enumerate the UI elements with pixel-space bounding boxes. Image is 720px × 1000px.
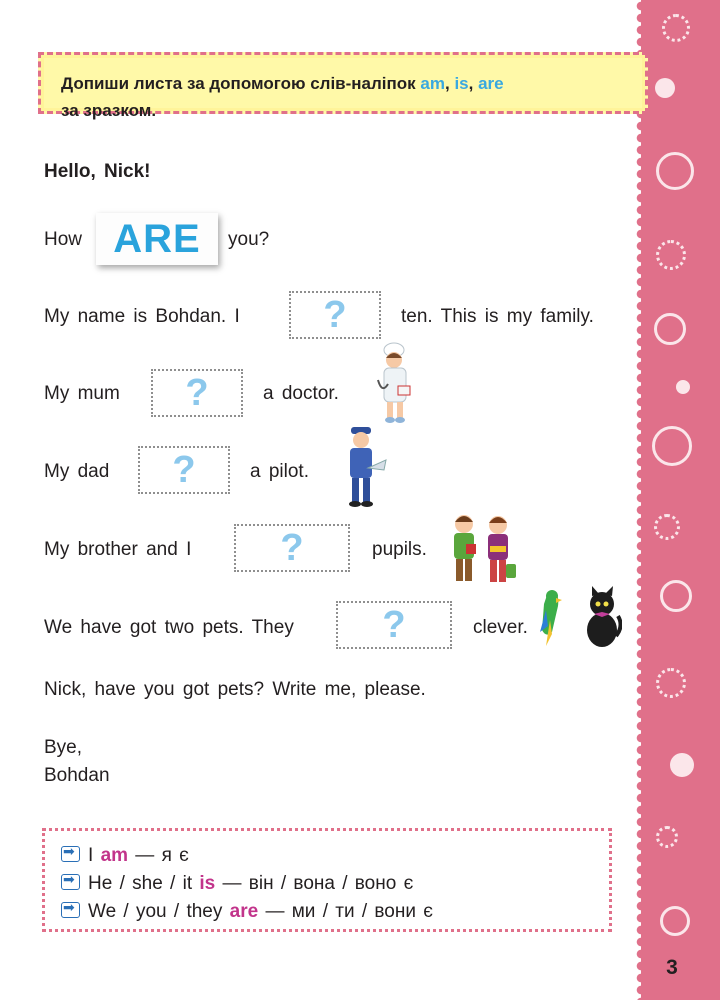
sticker-are[interactable]: ARE [96,213,218,265]
line3-before: My mum [44,383,120,404]
small-dot-icon [676,380,690,394]
line1-before: How [44,229,83,250]
line4-before: My dad [44,461,110,482]
dotted-ring-icon [662,14,690,42]
ring-bottom-icon [660,906,690,936]
page-spine [641,0,720,1000]
arrow-right-icon [61,846,80,862]
letter-question: Nick, have you got pets? Write me, please. [44,679,426,700]
answer-box-3[interactable]: ? [138,446,230,494]
arrow-right-icon [61,902,80,918]
pilot-illustration [338,424,388,508]
pets-illustration [536,586,622,650]
line2-before: My name is Bohdan. I [44,306,240,327]
grammar-line-are: ➡We / you / they are — ми / ти / вони є [61,901,433,923]
dotted-circle-icon [654,514,680,540]
answer-box-2[interactable]: ? [151,369,243,417]
double-ring-icon [654,313,686,345]
line5-after: pupils. [372,539,427,560]
flower-outline-icon [656,240,686,270]
large-dot-icon [670,753,694,777]
sun-dots-icon [656,668,686,698]
letter-greeting: Hello, Nick! [44,161,151,182]
grammar-line-is: ➡He / she / it is — він / вона / воно є [61,873,413,895]
keyword-is: is [454,74,469,93]
answer-box-4[interactable]: ? [234,524,350,572]
instruction-box [38,52,648,120]
blob-ring-icon [652,426,692,466]
concentric-ring-icon [660,580,692,612]
line6-after: clever. [473,617,528,638]
line3-after: a doctor. [263,383,339,404]
dot-icon [655,78,675,98]
letter-closing: Bye, [44,737,83,758]
ring-icon [656,152,694,190]
spine-scalloped-edge [635,0,647,1000]
line1-after: you? [228,229,270,250]
keyword-are: are [478,74,504,93]
answer-box-5[interactable]: ? [336,601,452,649]
children-illustration [448,512,520,588]
line5-before: My brother and I [44,539,192,560]
letter-signature: Bohdan [44,765,110,786]
arrow-right-icon [61,874,80,890]
swirl-icon [656,826,678,848]
keyword-am: am [420,74,445,93]
answer-box-1[interactable]: ? [289,291,381,339]
line4-after: a pilot. [250,461,309,482]
page-number: 3 [666,956,678,979]
doctor-illustration [368,340,418,424]
line2-after: ten. This is my family. [401,306,594,327]
line6-before: We have got two pets. They [44,617,294,638]
grammar-box [42,828,612,932]
grammar-line-am: ➡I am — я є [61,845,189,867]
instruction-text: Допиши листа за допомогою слів-наліпок am, is, are за зразком. [61,74,504,120]
